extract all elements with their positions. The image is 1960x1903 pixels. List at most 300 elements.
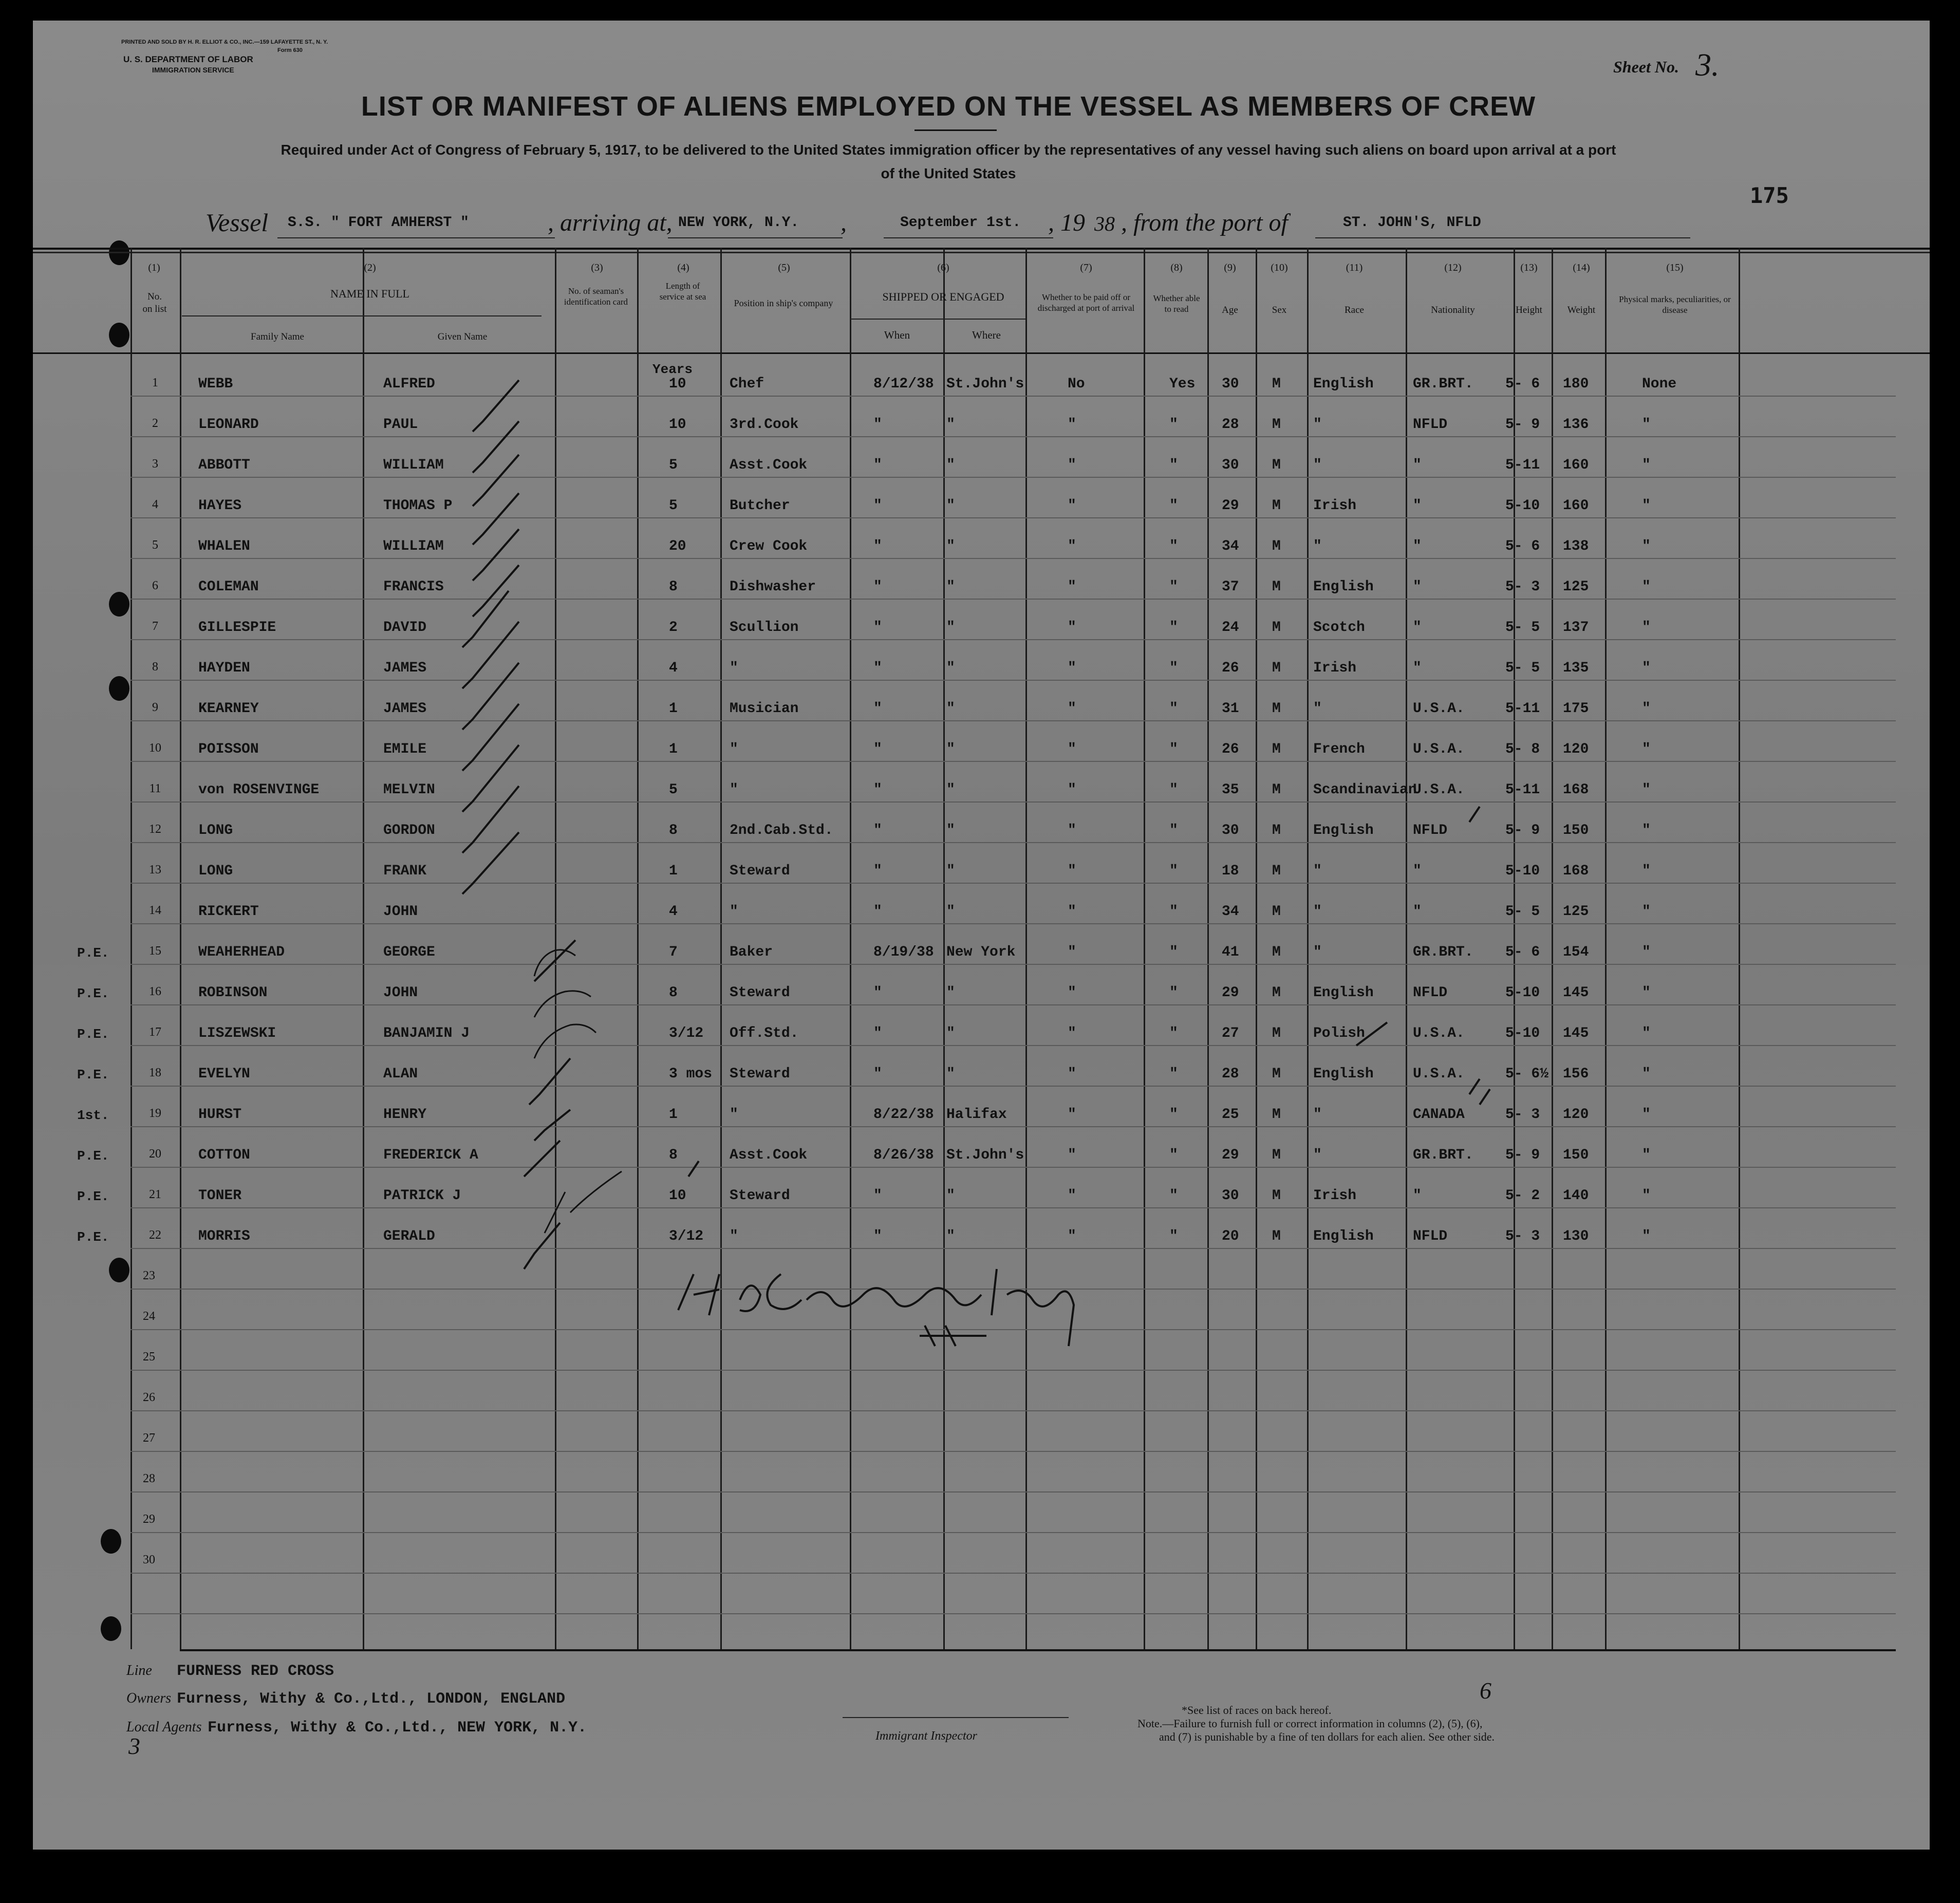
cell-nat: U.S.A. (1413, 1066, 1465, 1082)
cell-family: LONG (198, 823, 233, 838)
cell-wt: 130 (1563, 1228, 1589, 1244)
cell-sex: M (1272, 620, 1281, 636)
cell-nat: " (1413, 620, 1422, 636)
cell-svc: 3 mos (669, 1066, 713, 1082)
cell-paid: " (1068, 538, 1076, 554)
row-number: 11 (149, 782, 161, 795)
cell-age: 41 (1222, 944, 1239, 960)
cell-where: " (946, 701, 955, 717)
cell-given: THOMAS P (383, 498, 453, 514)
cell-ht: 5- 6 (1505, 376, 1540, 392)
row-number: 16 (149, 985, 161, 998)
arrival-date: September 1st. (900, 215, 1021, 231)
cell-family: POISSON (198, 741, 259, 757)
cell-race: English (1313, 1066, 1374, 1082)
cell-when: " (873, 579, 882, 595)
cell-given: JOHN (383, 985, 418, 1001)
cell-given: JAMES (383, 660, 427, 676)
cell-wt: 140 (1563, 1188, 1589, 1204)
cell-age: 25 (1222, 1107, 1239, 1123)
note-penalty-1: Note.—Failure to furnish full or correct information in columns (2), (5), (6), (1137, 1717, 1483, 1730)
cell-where: " (946, 863, 955, 879)
cell-given: GERALD (383, 1228, 435, 1244)
cell-pos: Asst.Cook (730, 1147, 808, 1163)
cell-pos: " (730, 660, 738, 676)
cell-paid: " (1068, 1147, 1076, 1163)
cell-race: " (1313, 1147, 1322, 1163)
cell-svc: 8 (669, 985, 678, 1001)
cell-ht: 5-10 (1505, 985, 1540, 1001)
col-header-marks: Physical marks, peculiarities, or disease (1619, 294, 1731, 315)
vessel-label: Vessel (206, 208, 269, 237)
cell-sex: M (1272, 823, 1281, 838)
cell-pos: " (730, 904, 738, 920)
cell-race: " (1313, 538, 1322, 554)
row-number: 10 (149, 741, 161, 755)
cell-age: 30 (1222, 457, 1239, 473)
col-num: (15) (1666, 262, 1684, 273)
cell-marks: " (1642, 985, 1651, 1001)
col-header-position: Position in ship's company (734, 298, 833, 308)
cell-age: 29 (1222, 498, 1239, 514)
cell-marks: " (1642, 1188, 1651, 1204)
row-number: 28 (143, 1472, 155, 1485)
cell-ht: 5-11 (1505, 782, 1540, 798)
cell-sex: M (1272, 376, 1281, 392)
cell-pos: Off.Std. (730, 1025, 799, 1041)
row-number: 25 (143, 1350, 155, 1364)
cell-nat: " (1413, 579, 1422, 595)
cell-where: " (946, 985, 955, 1001)
cell-age: 34 (1222, 538, 1239, 554)
cell-sex: M (1272, 660, 1281, 676)
cell-read: " (1169, 741, 1178, 757)
cell-when: " (873, 701, 882, 717)
cell-ht: 5-10 (1505, 1025, 1540, 1041)
cell-svc: 8 (669, 823, 678, 838)
check-mark (534, 1110, 570, 1141)
cell-when: " (873, 417, 882, 433)
cell-paid: " (1068, 701, 1076, 717)
cell-marks: " (1642, 863, 1651, 879)
cell-given: GEORGE (383, 944, 435, 960)
cell-age: 27 (1222, 1025, 1239, 1041)
cell-marks: " (1642, 701, 1651, 717)
cell-given: JAMES (383, 701, 427, 717)
cell-nat: NFLD (1413, 985, 1448, 1001)
cell-family: LEONARD (198, 417, 259, 433)
cell-read: " (1169, 904, 1178, 920)
cell-marks: " (1642, 823, 1651, 838)
cell-read: " (1169, 985, 1178, 1001)
pe-marker: P.E. (77, 1067, 109, 1083)
note-stroke (545, 1171, 622, 1233)
check-mark (473, 380, 519, 432)
cell-family: HURST (198, 1107, 242, 1123)
cell-nat: U.S.A. (1413, 1025, 1465, 1041)
cell-nat: NFLD (1413, 823, 1448, 838)
cell-when: 8/22/38 (873, 1107, 934, 1123)
row-number: 14 (149, 904, 161, 917)
cell-where: " (946, 1066, 955, 1082)
cell-race: " (1313, 457, 1322, 473)
col-header-nationality: Nationality (1431, 305, 1475, 315)
cell-svc: 1 (669, 701, 678, 717)
cell-svc: 1 (669, 1107, 678, 1123)
cell-marks: " (1642, 620, 1651, 636)
cell-marks: " (1642, 1025, 1651, 1041)
cell-nat: " (1413, 498, 1422, 514)
cell-where: " (946, 904, 955, 920)
cell-pos: Crew Cook (730, 538, 808, 554)
cell-wt: 145 (1563, 985, 1589, 1001)
cell-when: " (873, 1188, 882, 1204)
cell-marks: " (1642, 1066, 1651, 1082)
cell-wt: 137 (1563, 620, 1589, 636)
cell-paid: " (1068, 417, 1076, 433)
col-header-height: Height (1516, 305, 1542, 315)
check-mark (1469, 1079, 1480, 1094)
cell-family: WEBB (198, 376, 233, 392)
row-number: 6 (152, 579, 158, 592)
cell-when: " (873, 1066, 882, 1082)
check-marks (462, 380, 1490, 1269)
agents-value: Furness, Withy & Co.,Ltd., NEW YORK, N.Y. (208, 1719, 587, 1737)
check-mark (462, 591, 509, 647)
cell-sex: M (1272, 944, 1281, 960)
owners-value: Furness, Withy & Co.,Ltd., LONDON, ENGLAND (177, 1690, 566, 1708)
cell-svc: 10 (669, 376, 686, 392)
owners-label: Owners (126, 1690, 172, 1706)
cell-family: EVELYN (198, 1066, 250, 1082)
cell-race: " (1313, 417, 1322, 433)
arriving-port: NEW YORK, N.Y. (678, 215, 799, 231)
cell-svc: 8 (669, 579, 678, 595)
cell-race: Irish (1313, 660, 1357, 676)
cell-read: " (1169, 1066, 1178, 1082)
cell-marks: " (1642, 660, 1651, 676)
pe-marker: P.E. (77, 1229, 109, 1245)
cell-when: " (873, 1025, 882, 1041)
cell-age: 30 (1222, 376, 1239, 392)
note-penalty-2: and (7) is punishable by a fine of ten dollars for each alien. See other side. (1159, 1730, 1495, 1743)
col-header-given: Given Name (437, 331, 488, 342)
cell-family: RICKERT (198, 904, 259, 920)
cell-paid: " (1068, 1188, 1076, 1204)
cell-wt: 160 (1563, 457, 1589, 473)
col-num: (14) (1573, 262, 1590, 273)
check-mark (688, 1161, 699, 1177)
page-subtitle-2: of the United States (881, 165, 1016, 181)
cell-ht: 5- 9 (1505, 823, 1540, 838)
cell-nat: CANADA (1413, 1107, 1465, 1123)
col-header-read: Whether able to read (1153, 293, 1200, 314)
cell-paid: No (1068, 376, 1085, 392)
pe-marker: 1st. (77, 1108, 109, 1123)
cell-pos: Chef (730, 376, 764, 392)
cell-pos: " (730, 782, 738, 798)
cell-read: " (1169, 457, 1178, 473)
cell-read: " (1169, 701, 1178, 717)
check-mark (473, 421, 519, 473)
cell-age: 35 (1222, 782, 1239, 798)
row-number: 4 (152, 498, 158, 511)
cell-paid: " (1068, 457, 1076, 473)
cell-when: " (873, 457, 882, 473)
col-num: (3) (591, 262, 603, 273)
cell-given: EMILE (383, 741, 427, 757)
from-port-label: , from the port of (1121, 209, 1288, 236)
cell-family: LISZEWSKI (198, 1025, 276, 1041)
cell-where: " (946, 1025, 955, 1041)
cell-ht: 5-11 (1505, 457, 1540, 473)
cell-marks: " (1642, 944, 1651, 960)
cell-pos: Butcher (730, 498, 790, 514)
cell-pos: " (730, 741, 738, 757)
cell-wt: 175 (1563, 701, 1589, 717)
cell-family: COTTON (198, 1147, 250, 1163)
handwritten-three: 3 (128, 1733, 140, 1759)
row-number: 20 (149, 1147, 161, 1161)
cell-race: Polish (1313, 1025, 1365, 1041)
cell-marks: None (1642, 376, 1677, 392)
cell-when: " (873, 904, 882, 920)
cell-pos: 2nd.Cab.Std. (730, 823, 833, 838)
cell-race: " (1313, 904, 1322, 920)
cell-pos: " (730, 1107, 738, 1123)
row-number: 1 (152, 376, 158, 389)
col-num: (11) (1346, 262, 1363, 273)
check-mark (1356, 1022, 1387, 1046)
row-number: 5 (152, 538, 158, 552)
col-header-sex: Sex (1272, 305, 1287, 315)
col-num: (12) (1444, 262, 1462, 273)
cell-race: " (1313, 701, 1322, 717)
cell-given: FREDERICK A (383, 1147, 478, 1163)
pe-marker: P.E. (77, 1148, 109, 1164)
cell-given: WILLIAM (383, 457, 444, 473)
cell-sex: M (1272, 1147, 1281, 1163)
footer-rule (180, 1649, 1896, 1651)
col-num: (4) (677, 262, 689, 273)
cell-read: " (1169, 1107, 1178, 1123)
cell-given: ALFRED (383, 376, 435, 392)
cell-sex: M (1272, 985, 1281, 1001)
col-num: (6) (937, 262, 949, 273)
cell-age: 29 (1222, 985, 1239, 1001)
cell-paid: " (1068, 1228, 1076, 1244)
cell-ht: 5-11 (1505, 701, 1540, 717)
inspector-line (843, 1717, 1069, 1718)
cell-nat: GR.BRT. (1413, 1147, 1473, 1163)
cell-when: 8/26/38 (873, 1147, 934, 1163)
cell-family: WHALEN (198, 538, 250, 554)
cell-race: Irish (1313, 498, 1357, 514)
cell-race: French (1313, 741, 1365, 757)
cell-read: " (1169, 782, 1178, 798)
cell-marks: " (1642, 538, 1651, 554)
note-stroke (534, 1024, 596, 1058)
cell-paid: " (1068, 741, 1076, 757)
cell-where: " (946, 417, 955, 433)
cell-when: " (873, 620, 882, 636)
cell-ht: 5- 6½ (1505, 1066, 1549, 1082)
col-num: (1) (148, 262, 160, 273)
year-prefix: , 19 (1048, 209, 1085, 236)
cell-when: " (873, 660, 882, 676)
cell-svc: 1 (669, 863, 678, 879)
check-mark (524, 1141, 560, 1177)
cell-race: Scotch (1313, 620, 1365, 636)
cell-read: " (1169, 660, 1178, 676)
cell-where: Halifax (946, 1107, 1007, 1123)
cell-given: DAVID (383, 620, 427, 636)
cell-pos: Dishwasher (730, 579, 816, 595)
cell-ht: 5- 5 (1505, 904, 1540, 920)
agents-label: Local Agents (126, 1719, 202, 1735)
col-header-age: Age (1222, 305, 1238, 315)
cell-nat: U.S.A. (1413, 701, 1465, 717)
cell-given: FRANK (383, 863, 427, 879)
cell-wt: 150 (1563, 1147, 1589, 1163)
cell-age: 26 (1222, 660, 1239, 676)
cell-nat: NFLD (1413, 1228, 1448, 1244)
cell-age: 31 (1222, 701, 1239, 717)
cell-wt: 125 (1563, 904, 1589, 920)
cell-race: Scandinavian (1313, 782, 1417, 798)
cell-nat: U.S.A. (1413, 741, 1465, 757)
cell-pos: Steward (730, 1066, 790, 1082)
cell-pos: Steward (730, 1188, 790, 1204)
cell-read: " (1169, 417, 1178, 433)
cell-age: 18 (1222, 863, 1239, 879)
cell-marks: " (1642, 904, 1651, 920)
page-subtitle: Required under Act of Congress of February 5, 1917, to be delivered to the United States immigration officer by the representatives of any vessel having such aliens on board upon arrival at a port (281, 142, 1616, 158)
cell-age: 30 (1222, 1188, 1239, 1204)
row-number: 2 (152, 417, 158, 430)
cell-where: " (946, 498, 955, 514)
handwritten-notes (534, 950, 622, 1233)
cell-read: " (1169, 579, 1178, 595)
cell-svc: 4 (669, 904, 678, 920)
cell-age: 26 (1222, 741, 1239, 757)
cell-race: English (1313, 985, 1374, 1001)
department-label: U. S. DEPARTMENT OF LABOR (123, 54, 253, 64)
cell-paid: " (1068, 660, 1076, 676)
pe-marker: P.E. (77, 986, 109, 1001)
cell-wt: 168 (1563, 782, 1589, 798)
cell-read: " (1169, 620, 1178, 636)
cell-ht: 5- 6 (1505, 944, 1540, 960)
cell-age: 37 (1222, 579, 1239, 595)
cell-wt: 156 (1563, 1066, 1589, 1082)
cell-nat: GR.BRT. (1413, 944, 1473, 960)
cell-paid: " (1068, 782, 1076, 798)
col-header-service: Length of service at sea (659, 281, 706, 302)
cell-given: WILLIAM (383, 538, 444, 554)
cell-marks: " (1642, 1228, 1651, 1244)
cell-svc: 3/12 (669, 1025, 704, 1041)
cell-pos: Musician (730, 701, 799, 717)
cell-nat: " (1413, 457, 1422, 473)
cell-when: " (873, 782, 882, 798)
cell-given: HENRY (383, 1107, 427, 1123)
vessel-name: S.S. " FORT AMHERST " (288, 215, 469, 231)
cell-pos: 3rd.Cook (730, 417, 799, 433)
row-number: 18 (149, 1066, 161, 1079)
cell-family: COLEMAN (198, 579, 259, 595)
cell-read: " (1169, 1025, 1178, 1041)
note-stroke (534, 991, 591, 1017)
cell-wt: 120 (1563, 1107, 1589, 1123)
cell-pos: Asst.Cook (730, 457, 808, 473)
cell-where: " (946, 579, 955, 595)
cell-sex: M (1272, 1228, 1281, 1244)
cell-nat: " (1413, 660, 1422, 676)
cell-family: LONG (198, 863, 233, 879)
cell-paid: " (1068, 1107, 1076, 1123)
cell-svc: 10 (669, 417, 686, 433)
cell-family: ABBOTT (198, 457, 250, 473)
col-header-weight: Weight (1567, 305, 1596, 315)
cell-where: " (946, 538, 955, 554)
col-header-where: Where (972, 329, 1001, 341)
cell-marks: " (1642, 1147, 1651, 1163)
sheet-number: 3. (1695, 48, 1720, 83)
cell-ht: 5- 2 (1505, 1188, 1540, 1204)
pe-marker: P.E. (77, 1189, 109, 1204)
cell-given: PATRICK J (383, 1188, 461, 1204)
cell-sex: M (1272, 701, 1281, 717)
col-header-card: No. of seaman's identification card (564, 286, 628, 307)
cell-ht: 5- 3 (1505, 1107, 1540, 1123)
cell-marks: " (1642, 782, 1651, 798)
check-mark (1469, 807, 1480, 822)
cell-sex: M (1272, 863, 1281, 879)
cell-svc: 10 (669, 1188, 686, 1204)
cell-svc: 5 (669, 457, 678, 473)
cell-read: " (1169, 1188, 1178, 1204)
cell-nat: " (1413, 538, 1422, 554)
cell-race: " (1313, 944, 1322, 960)
cell-family: ROBINSON (198, 985, 268, 1001)
cell-read: " (1169, 1228, 1178, 1244)
cell-where: " (946, 1188, 955, 1204)
col-num: (10) (1271, 262, 1288, 273)
cell-family: TONER (198, 1188, 242, 1204)
cell-given: ALAN (383, 1066, 418, 1082)
cell-when: " (873, 1228, 882, 1244)
cell-sex: M (1272, 579, 1281, 595)
cell-pos: " (730, 1228, 738, 1244)
comma: , (841, 209, 847, 236)
row-number: 15 (149, 944, 161, 958)
col-num: (13) (1520, 262, 1538, 273)
cell-sex: M (1272, 782, 1281, 798)
cell-ht: 5- 5 (1505, 620, 1540, 636)
cell-where: " (946, 782, 955, 798)
cell-marks: " (1642, 498, 1651, 514)
cell-given: BANJAMIN J (383, 1025, 470, 1041)
check-mark (529, 1058, 570, 1105)
cell-nat: " (1413, 904, 1422, 920)
cell-ht: 5- 3 (1505, 1228, 1540, 1244)
cell-wt: 120 (1563, 741, 1589, 757)
handwritten-six: 6 (1480, 1677, 1491, 1704)
cell-sex: M (1272, 1066, 1281, 1082)
cell-paid: " (1068, 1066, 1076, 1082)
col-header-when: When (884, 329, 910, 341)
